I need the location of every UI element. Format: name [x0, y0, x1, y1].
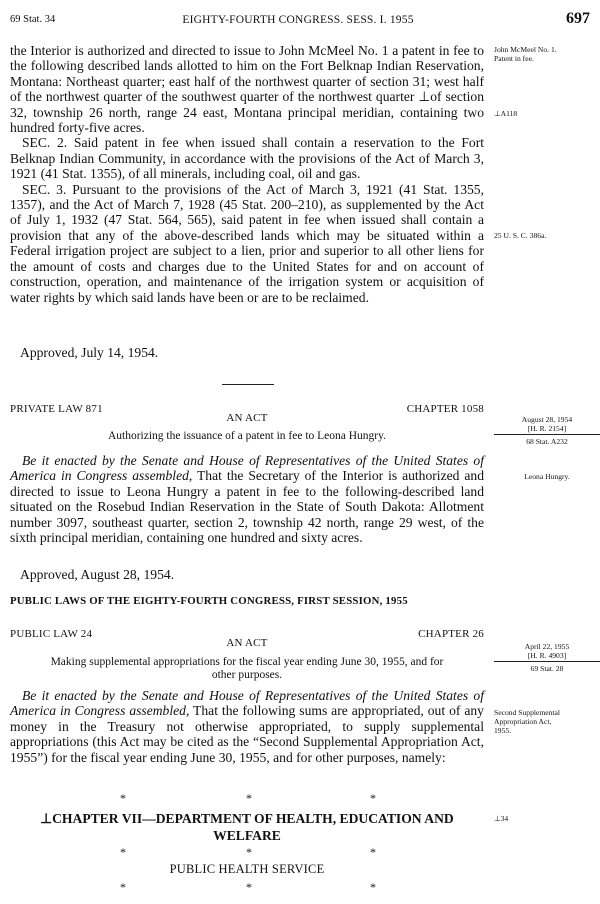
margin-date-2: April 22, 1955 — [524, 642, 570, 651]
act-caption-2 — [10, 656, 484, 682]
continued-act-text — [10, 43, 484, 305]
chapter-26: CHAPTER 26 — [418, 628, 484, 640]
header-congress-session: EIGHTY-FOURTH CONGRESS. SESS. I. 1955 — [182, 14, 414, 26]
header-stat-citation: 69 Stat. 34 — [10, 14, 56, 25]
star: * — [120, 791, 126, 805]
margin-note-ssa-line2: Appropriation Act, — [494, 717, 552, 726]
approval-date-2: Approved, August 28, 1954. — [20, 567, 175, 582]
act-caption-1: Authorizing the issuance of a patent in fee to Leona Hungry. — [107, 430, 387, 442]
subheading-public-health-service: PUBLIC HEALTH SERVICE — [169, 862, 325, 876]
star: * — [370, 791, 376, 805]
margin-bill-1: [H. R. 2154] — [527, 424, 567, 433]
star: * — [370, 880, 376, 894]
chapter-heading-line1: ⊥CHAPTER VII—DEPARTMENT OF HEALTH, EDUCATION AND — [40, 811, 454, 826]
star: * — [246, 791, 252, 805]
star: * — [246, 845, 252, 859]
margin-date-block-1 — [494, 415, 600, 446]
act-caption-2-line1: Making supplemental appropriations for the fiscal year ending June 30, 1955, and for — [50, 656, 444, 668]
margin-date-1: August 28, 1954 — [521, 415, 573, 424]
approval-date-1: Approved, July 14, 1954. — [20, 345, 159, 360]
margin-note-usc: 25 U. S. C. 386a. — [494, 231, 547, 240]
star: * — [120, 845, 126, 859]
public-law-number: PUBLIC LAW 24 — [10, 628, 93, 640]
section-3: SEC. 3. Pursuant to the provisions of the Act of March 3, 1921 (41 Stat. 1355, 1357), and the Act of March 7, 1928 (45 Stat. 200–210), as supplemented by the Act of July 1, 1932 (47 Stat. 564, 565), said patent in fee when issued shall contain a provision that any of the above-described lands which may be situated within a Federal irrigation project are subject to a lien, prior and superior to all other liens for the amount of costs and charges due to the United States for and on account of construction, operation, and maintenance of the irrigation system or acquisition of water rights by which said lands have been or are to be reclaimed. — [10, 181, 484, 305]
margin-note-hungry: Leona Hungry. — [524, 472, 570, 481]
margin-note-a118: ⊥A118 — [494, 109, 518, 118]
margin-note-mcmeel — [494, 45, 600, 63]
enacting-clause-1 — [10, 453, 484, 545]
star: * — [370, 845, 376, 859]
enacting-words-2: Be it enacted by the Senate and House of Representatives of the United States of America in Congress assembled, — [10, 688, 484, 719]
margin-note-second-supplemental — [494, 708, 600, 735]
separator-rule — [222, 384, 274, 385]
enacting-body-1: That the Secretary of the Interior is authorized and directed to issue to Leona Hungry a patent in fee to the following-described land situated on the Rosebud Indian Reservation in the State of South Dakota: Allotment number 3097, southeast quarter, section 2, township 42 north, range 29 west, of the sixth principal meridian, containing one hundred and sixty acres. — [10, 468, 484, 546]
private-law-number: PRIVATE LAW 871 — [10, 403, 103, 415]
section-2: SEC. 2. Said patent in fee when issued shall contain a reservation to the Fort Belknap Indian Community, in accordance with the provisions of the Act of March 3, 1921 (41 Stat. 1355), of all minerals, including coal, oil and gas. — [10, 135, 484, 182]
an-act-label-2: AN ACT — [226, 637, 268, 649]
margin-bill-2: [H. R. 4903] — [527, 651, 567, 660]
omission-stars-1 — [10, 791, 484, 805]
margin-stat-2: 69 Stat. 28 — [494, 661, 600, 673]
section-title: PUBLIC LAWS OF THE EIGHTY-FOURTH CONGRESS, FIRST SESSION, 1955 — [10, 595, 408, 607]
page-number: 697 — [566, 10, 590, 27]
margin-note-mcmeel-line2: Patent in fee. — [494, 54, 534, 63]
star: * — [246, 880, 252, 894]
enacting-clause-2 — [10, 688, 484, 765]
chapter-heading-line2: WELFARE — [213, 828, 281, 843]
enacting-body-2: That the following sums are appropriated, out of any money in the Treasury not otherwise appropriated, to supply supplemental appropriations (this Act may be cited as the “Second Supplemental Appropriation Act, 1955”) for the fiscal year ending June 30, 1955, and for other purposes, namely: — [10, 703, 484, 765]
chapter-1058: CHAPTER 1058 — [406, 403, 484, 415]
an-act-label-1: AN ACT — [226, 412, 268, 424]
enacting-words-1: Be it enacted by the Senate and House of Representatives of the United States of America in Congress assembled, — [10, 453, 484, 484]
paragraph-continued: the Interior is authorized and directed to issue to John McMeel No. 1 a patent in fee to the following described lands allotted to him on the Fort Belknap Indian Reservation, Montana: Northeast quarter; east half of the northwest quarter of section 31; west half of the northwest quarter of the southwest quarter of the northwest quarter ⊥of section 32, township 26 north, range 24 east, Montana principal meridian, containing two hundred forty-five acres. — [10, 43, 484, 136]
omission-stars-3 — [10, 880, 484, 894]
margin-note-34: ⊥34 — [494, 814, 509, 823]
margin-note-ssa-line1: Second Supplemental — [494, 708, 561, 717]
margin-stat-1: 68 Stat. A232 — [494, 434, 600, 446]
star: * — [120, 880, 126, 894]
margin-note-ssa-line3: 1955. — [494, 726, 512, 735]
chapter-heading — [10, 810, 484, 844]
margin-date-block-2 — [494, 642, 600, 673]
omission-stars-2 — [10, 845, 484, 859]
act-caption-2-line2: other purposes. — [211, 669, 283, 681]
margin-note-mcmeel-line1: John McMeel No. 1. — [494, 45, 557, 54]
